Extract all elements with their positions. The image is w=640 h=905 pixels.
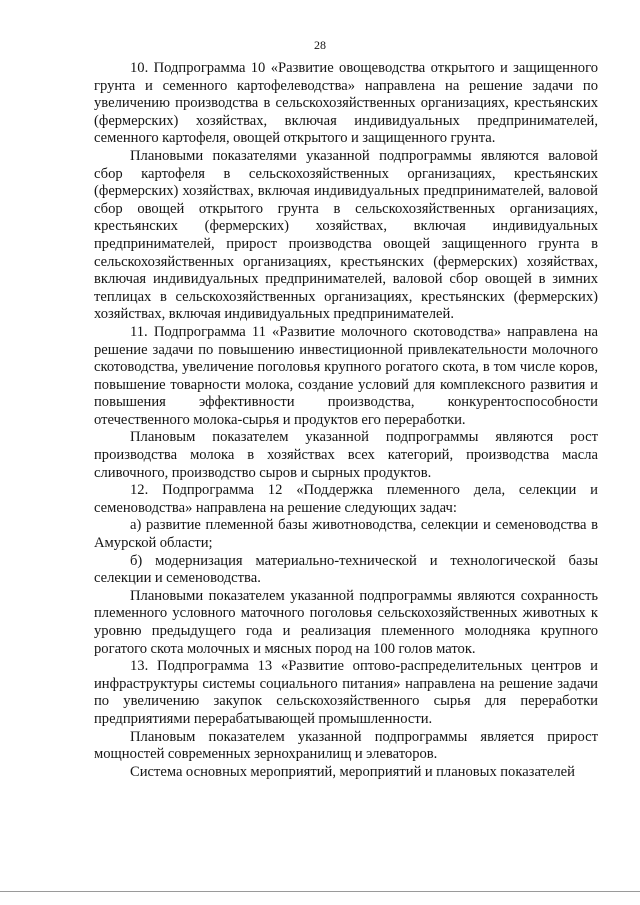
paragraph-subprogram-12-indicators: Плановыми показателем указанной подпрограммы являются сохранность племенного условного маточного поголовья сельскохозяйственных животных к уровню предыдущего года и реализация племенного молодняка крупного рогатого скота молочных и мясных пород на 100 голов маток. <box>94 587 598 657</box>
paragraph-subprogram-11: 11. Подпрограмма 11 «Развитие молочного скотоводства» направлена на решение задачи по повышению инвестиционной привлекательности молочного скотоводства, увеличение поголовья крупного рогатого скота, в том числе коров, повышение товарности молока, создание условий для комплексного развития и повышения эффективности производства, конкурентоспособности отечественного молока-сырья и продуктов его переработки. <box>94 323 598 428</box>
paragraph-subprogram-10-indicators: Плановыми показателями указанной подпрограммы являются валовой сбор картофеля в сельскохозяйственных организациях, крестьянских (фермерских) хозяйствах, включая индивидуальных предпринимателей, валовой сбор овощей открытого грунта в сельскохозяйственных организациях, крестьянских (фермерских) хозяйствах, включая индивидуальных предпринимателей, прирост производства овощей защищенного грунта в сельскохозяйственных организациях, крестьянских (фермерских) хозяйствах, включая индивидуальных предпринимателей, валовой сбор овощей в зимних теплицах в сельскохозяйственных организациях, крестьянских (фермерских) хозяйствах, включая индивидуальных предпринимателей. <box>94 147 598 323</box>
paragraph-subprogram-12: 12. Подпрограмма 12 «Поддержка племенного дела, селекции и семеноводства» направлена на решение следующих задач: <box>94 482 598 516</box>
paragraph-task-a: а) развитие племенной базы животноводства, селекции и семеноводства в Амурской области; <box>94 517 598 552</box>
paragraph-subprogram-11-indicators: Плановым показателем указанной подпрограммы являются рост производства молока в хозяйствах всех категорий, производства масла сливочного, производство сыров и сырных продуктов. <box>94 429 598 481</box>
paragraph-subprogram-13: 13. Подпрограмма 13 «Развитие оптово-распределительных центров и инфраструктуры системы социального питания» направлена на решение задачи по увеличению закупок сельскохозяйственного сырья для переработки предприятиями перерабатывающей промышленности. <box>94 658 598 727</box>
paragraph-task-b: б) модернизация материально-технической и технологической базы селекции и семеноводства. <box>94 552 598 587</box>
paragraph-subprogram-13-indicators: Плановым показателем указанной подпрограммы является прирост мощностей современных зернохранилищ и элеваторов. <box>94 728 598 763</box>
document-body <box>94 60 598 781</box>
paragraph-system-measures: Система основных мероприятий, мероприятий и плановых показателей <box>130 763 575 780</box>
page-bottom-rule <box>0 891 640 892</box>
paragraph-subprogram-10: 10. Подпрограмма 10 «Развитие овощеводства открытого и защищенного грунта и семенного картофелеводства» направлена на решение задачи по увеличению производства в сельскохозяйственных организациях, крестьянских (фермерских) хозяйствах, включая индивидуальных предпринимателей, семенного картофеля, овощей открытого и защищенного грунта. <box>94 60 598 147</box>
page-number: 28 <box>314 38 326 52</box>
